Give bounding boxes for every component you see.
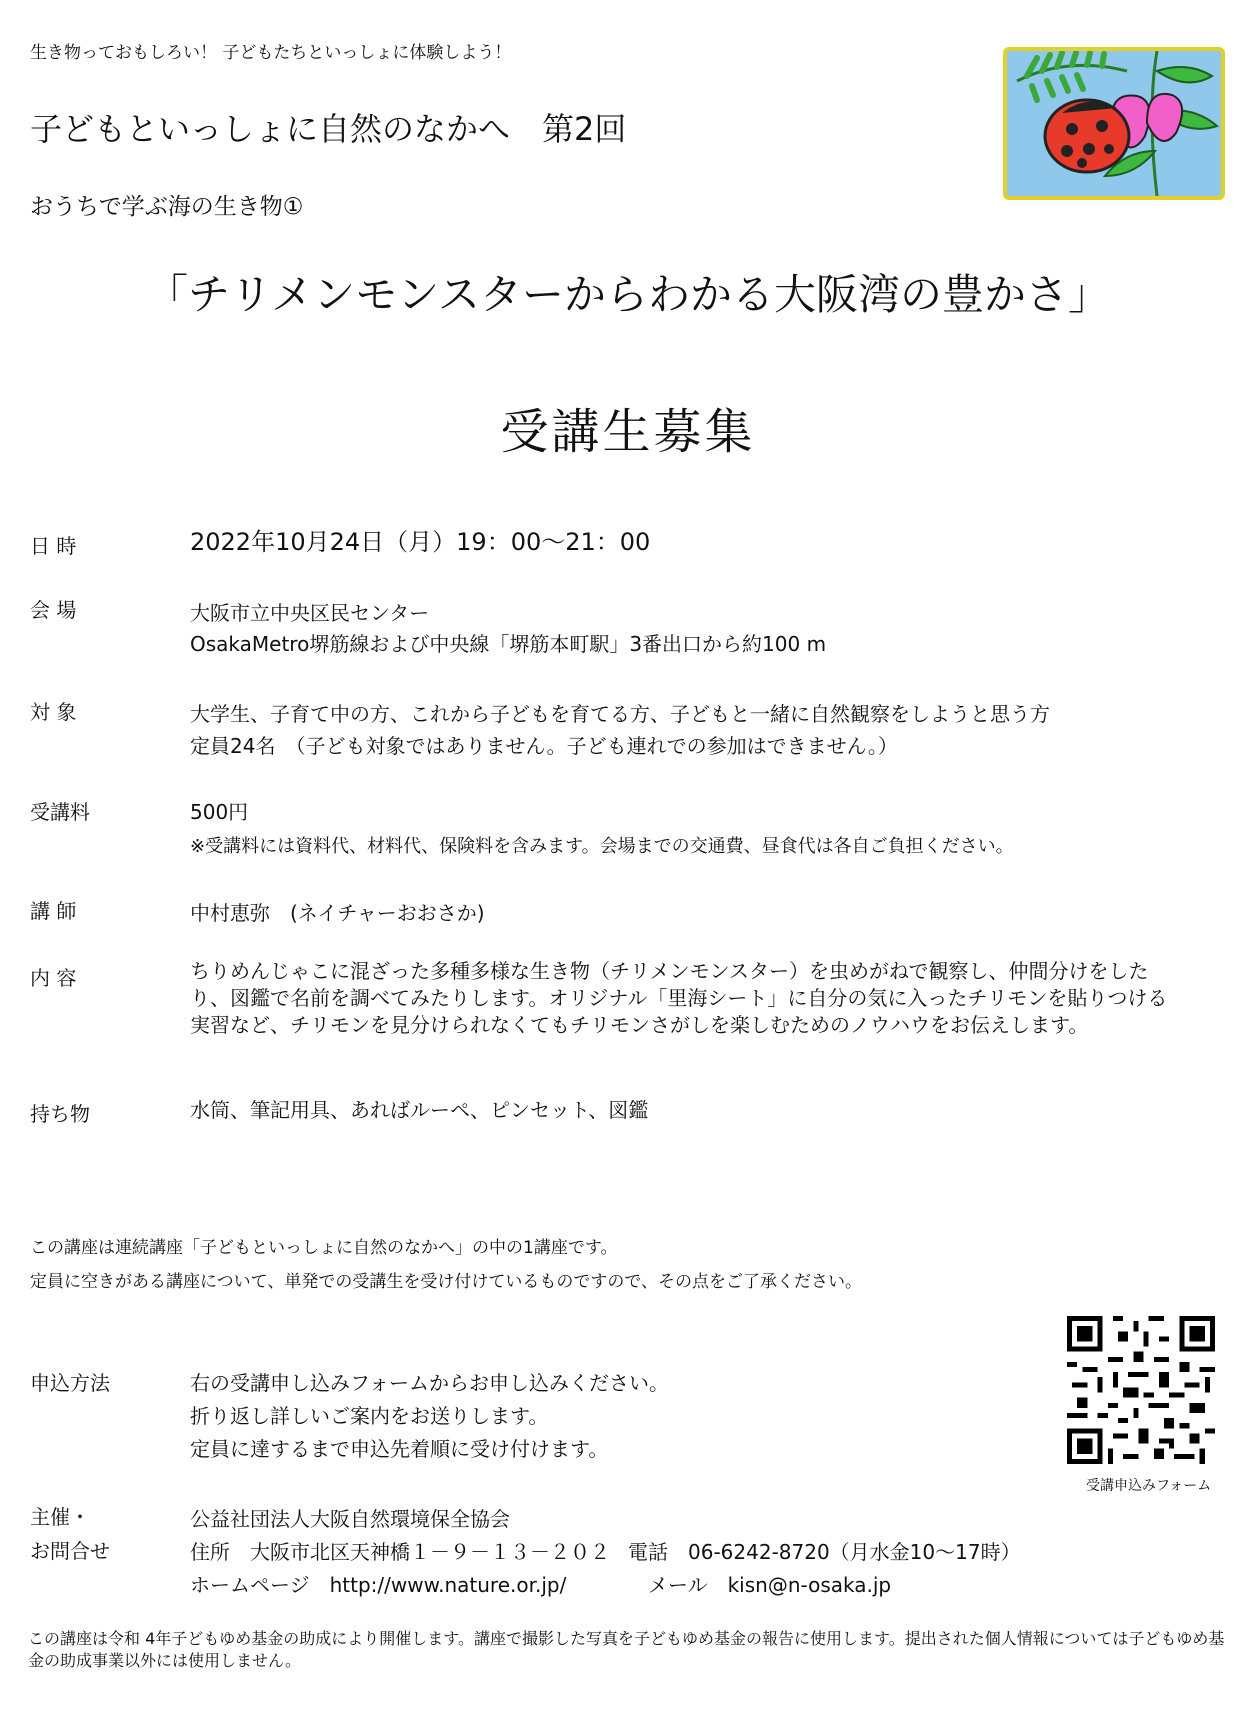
series-note: この講座は連続講座「子どもといっしょに自然のなかへ」の中の1講座です。 <box>30 1238 618 1258</box>
datetime-value: 2022年10月24日（月）19：00～21：00 <box>190 528 651 556</box>
apply-label: 申込方法 <box>30 1371 110 1395</box>
venue-access: OsakaMetro堺筋線および中央線「堺筋本町駅」3番出口から約100 m <box>190 632 827 656</box>
email-link[interactable]: メール kisn@n-osaka.jp <box>648 1573 892 1597</box>
main-title: 「チリメンモンスターからわかる大阪湾の豊かさ」 <box>146 270 1110 319</box>
subtitle: おうちで学ぶ海の生き物① <box>30 194 304 220</box>
content-label: 内 容 <box>30 966 77 990</box>
datetime-label: 日 時 <box>30 534 77 558</box>
items-label: 持ち物 <box>30 1102 90 1126</box>
qr-caption: 受講申込みフォーム <box>1086 1478 1212 1494</box>
recruit-heading: 受講生募集 <box>500 404 756 460</box>
apply-line-3: 定員に達するまで申込先着順に受け付けます。 <box>190 1437 609 1461</box>
capacity-note: 定員に空きがある講座について、単発での受講生を受け付けているものですので、その点をご了承ください。 <box>30 1272 862 1292</box>
phone: 電話 06-6242-8720（月水金10～17時） <box>628 1540 1021 1564</box>
content-description: ちりめんじゃこに混ざった多種多様な生き物（チリメンモンスター）を虫めがねで観察し、仲間分けをしたり、図鑑で名前を調べてみたりします。オリジナル「里海シート」に自分の気に入ったチリモンを貼りつける実習など、チリモンを見分けられなくてもチリモンさがしを楽しむためのノウハウをお伝えします。 <box>190 959 1168 1037</box>
fee-label: 受講料 <box>30 800 90 824</box>
venue-name: 大阪市立中央区民センター <box>190 601 430 625</box>
capacity-value: 定員24名 （子ども対象ではありません。子ども連れでの参加はできません。） <box>190 734 898 758</box>
organizer-name: 公益社団法人大阪自然環境保全協会 <box>190 1507 510 1531</box>
target-label: 対 象 <box>30 700 77 724</box>
qr-code[interactable] <box>1067 1316 1215 1464</box>
address: 住所 大阪市北区天神橋１－９－１３－２０２ <box>190 1540 610 1564</box>
lecturer-value: 中村恵弥 (ネイチャーおおさか) <box>190 901 485 925</box>
venue-label: 会 場 <box>30 598 77 622</box>
ladybug-flower-illustration <box>1007 51 1221 196</box>
ladybug-logo <box>1003 47 1225 200</box>
items-value: 水筒、筆記用具、あればルーペ、ピンセット、図鑑 <box>190 1098 649 1122</box>
apply-line-2: 折り返し詳しいご案内をお送りします。 <box>190 1404 549 1428</box>
fee-value: 500円 <box>190 800 249 824</box>
fee-note: ※受講料には資料代、材料代、保険料を含みます。会場までの交通費、昼食代は各自ご負担ください。 <box>190 836 1014 857</box>
series-title: 子どもといっしょに自然のなかへ 第2回 <box>30 110 627 148</box>
target-value: 大学生、子育て中の方、これから子どもを育てる方、子どもと一緒に自然観察をしようと思う方 <box>190 702 1050 726</box>
inquiry-label: お問合せ <box>30 1539 110 1563</box>
homepage-link[interactable]: ホームページ http://www.nature.or.jp/ <box>190 1573 567 1597</box>
lecturer-label: 講 師 <box>30 899 77 923</box>
footer-note: この講座は令和 4年子どもゆめ基金の助成により開催します。講座で撮影した写真を子どもゆめ基金の報告に使用します。提出された個人情報については子どもゆめ基金の助成事業以外には使用しません。 <box>28 1629 1225 1670</box>
apply-line-1: 右の受講申し込みフォームからお申し込みください。 <box>190 1371 669 1395</box>
tagline: 生き物っておもしろい！ 子どもたちといっしょに体験しよう！ <box>30 43 512 63</box>
organizer-label: 主催・ <box>30 1505 90 1529</box>
